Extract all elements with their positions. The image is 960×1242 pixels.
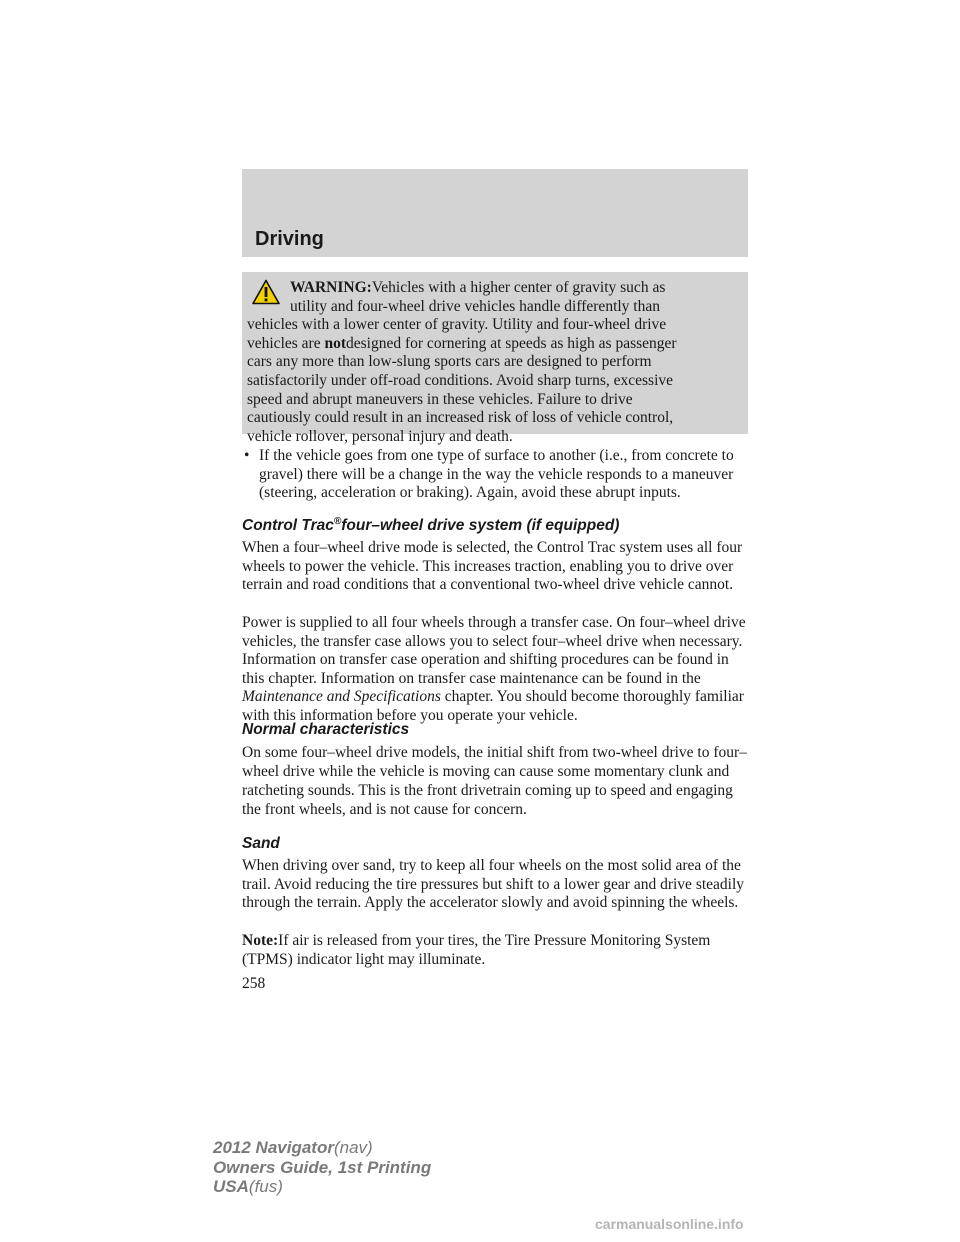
warning-triangle-icon: [252, 279, 280, 305]
warning-line-4: vehicles are notdesigned for cornering at speeds as high as passenger: [247, 334, 677, 352]
warning-line-1: WARNING:Vehicles with a higher center of gravity such as: [290, 279, 666, 296]
footer-print-info: [213, 1138, 431, 1197]
warning-line-7: speed and abrupt maneuvers in these vehicles. Failure to drive: [247, 390, 633, 408]
footer-line-2: Owners Guide, 1st Printing: [213, 1157, 432, 1177]
normal-characteristics-paragraph: On some four–wheel drive models, the initial shift from two-wheel drive to four–wheel drive while the vehicle is moving can cause some momentary clunk and ratcheting sounds. This is the front drivetrain coming up to speed and engaging the front wheels, and is not cause for concern.: [242, 744, 747, 818]
warning-line-9: vehicle rollover, personal injury and death.: [247, 427, 513, 445]
bullet-symbol: •: [244, 447, 250, 464]
warning-line-5: cars any more than low-slung sports cars are designed to perform: [247, 353, 652, 371]
control-trac-heading: Control Trac®four–wheel drive system (if equipped): [242, 516, 620, 535]
footer-line-3: USA(fus): [213, 1177, 283, 1196]
warning-line-8: cautiously could result in an increased risk of loss of vehicle control,: [247, 409, 674, 427]
sand-heading: Sand: [242, 835, 280, 852]
section-title: Driving: [255, 228, 324, 250]
note-paragraph: Note:If air is released from your tires, the Tire Pressure Monitoring System (TPMS) indicator light may illuminate.: [242, 932, 711, 968]
page-number: 258: [242, 975, 266, 992]
normal-characteristics-heading: Normal characteristics: [242, 721, 410, 738]
footer-line-1: 2012 Navigator(nav): [213, 1138, 373, 1157]
note-label: Note:: [242, 932, 279, 949]
control-trac-paragraph-1: When a four–wheel drive mode is selected, the Control Trac system uses all four wheels to power the vehicle. This increases traction, enabling you to drive over terrain and road conditions that a conventional two-wheel drive vehicle cannot.: [242, 539, 743, 594]
warning-line-3: vehicles with a lower center of gravity. Utility and four-wheel drive: [247, 316, 667, 334]
bullet-text: If the vehicle goes from one type of surface to another (i.e., from concrete to gravel) there will be a change in the way the vehicle responds to a maneuver (steering, acceleration or braking). Again, avoid these abrupt inputs.: [259, 447, 734, 502]
warning-label: WARNING:: [290, 279, 372, 296]
watermark: carmanualsonline.info: [595, 1216, 744, 1232]
control-trac-paragraph-2: Power is supplied to all four wheels through a transfer case. On four–wheel drive vehicles, the transfer case allows you to select four–wheel drive when necessary. Information on transfer case operation and shifting procedures can be found in this chapter. Information on transfer case maintenance can be found in the Maintenance and Specifications chapter. You should become thoroughly familiar with this information before you operate your vehicle.: [242, 614, 746, 724]
warning-line-2: utility and four-wheel drive vehicles handle differently than: [290, 297, 660, 315]
warning-line-6: satisfactorily under off-road conditions. Avoid sharp turns, excessive: [247, 372, 674, 389]
sand-paragraph: When driving over sand, try to keep all four wheels on the most solid area of the trail. Avoid reducing the tire pressures but shift to a lower gear and drive steadily through the terrain. Apply the accelerator slowly and avoid spinning the wheels.: [242, 857, 745, 912]
